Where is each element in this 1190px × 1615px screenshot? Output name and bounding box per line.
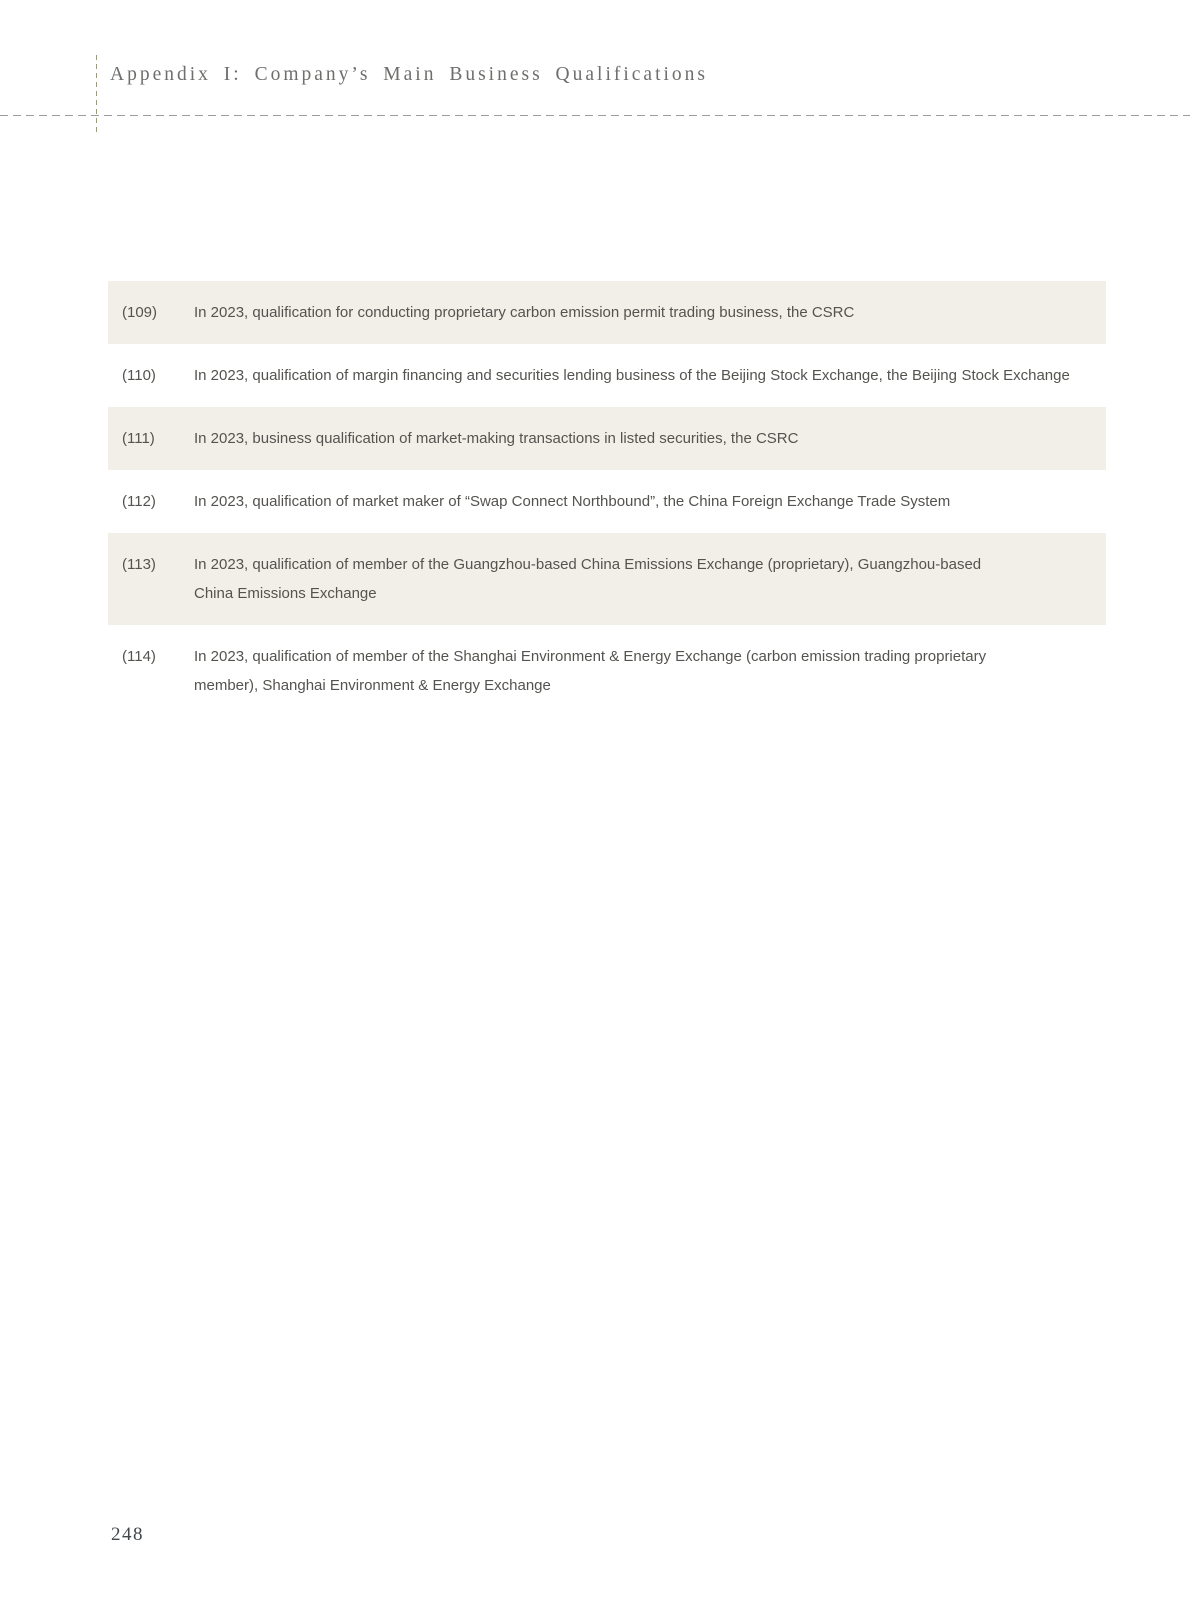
list-item [108, 344, 1106, 407]
item-number: (112) [122, 493, 156, 510]
item-text [194, 642, 1106, 700]
list-item [108, 281, 1106, 344]
page-number: 248 [111, 1524, 144, 1545]
list-item [108, 625, 1106, 717]
list-item [108, 533, 1106, 625]
item-number: (113) [122, 556, 156, 573]
item-text-line: In 2023, qualification of market maker of “Swap Connect Northbound”, the China Foreign Exchange Trade System [194, 493, 951, 510]
qualification-list [108, 281, 1106, 717]
item-text-line: In 2023, business qualification of market-making transactions in listed securities, the CSRC [194, 430, 799, 447]
header-vertical-dashed-rule [96, 55, 97, 133]
item-number: (111) [122, 430, 155, 447]
page-title: Appendix I: Company’s Main Business Qualifications [110, 64, 709, 85]
item-text-line: In 2023, qualification of margin financing and securities lending business of the Beijing Stock Exchange, the Beijing [194, 367, 957, 384]
item-text [194, 361, 1106, 390]
item-text [194, 298, 1106, 327]
item-number: (110) [122, 367, 156, 384]
item-text [194, 487, 1106, 516]
item-number: (114) [122, 648, 156, 665]
list-item [108, 407, 1106, 470]
list-item [108, 470, 1106, 533]
item-text-line: Stock Exchange [961, 367, 1070, 384]
item-text-line: member), Shanghai Environment & Energy Exchange [194, 677, 551, 694]
item-text-line: In 2023, qualification of member of the Shanghai Environment & Energy Exchange (carbon emission trading proprietary [194, 648, 987, 665]
item-text-line: In 2023, qualification for conducting proprietary carbon emission permit trading business, the CSRC [194, 304, 855, 321]
item-text [194, 550, 1106, 608]
item-text-line: China Emissions Exchange [194, 585, 377, 602]
item-number: (109) [122, 304, 158, 321]
item-text-line: In 2023, qualification of member of the Guangzhou-based China Emissions Exchange (proprietary), Guangzhou-based [194, 556, 982, 573]
item-text [194, 424, 1106, 453]
header-horizontal-dashed-rule [0, 115, 1190, 116]
